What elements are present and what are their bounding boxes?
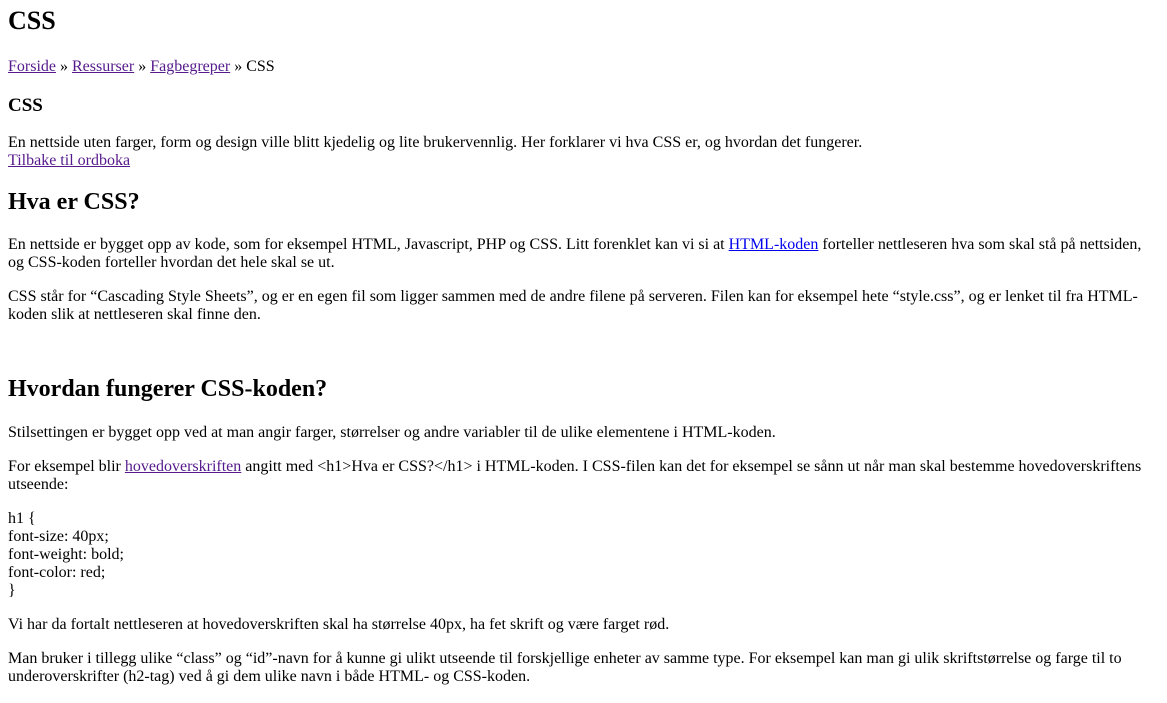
paragraph-text: En nettside er bygget opp av kode, som for eksempel HTML, Javascript, PHP og CSS. Litt forenklet kan vi si at [8, 236, 729, 253]
breadcrumb [8, 58, 1159, 76]
intro-block [8, 134, 1159, 170]
paragraph [8, 458, 1159, 494]
paragraph: Man bruker i tillegg ulike “class” og “id”-navn for å kunne gi ulikt utseende til forskjellige enheter av samme type. For eksempel kan man gi ulik skriftstørrelse og farge til to underoverskrifter (h2-tag) ved å gi dem ulike navn i både HTML- og CSS-koden. [8, 650, 1122, 685]
paragraph: Vi har da fortalt nettleseren at hovedoverskriften skal ha størrelse 40px, ha fet skrift og være farget rød. [8, 616, 670, 633]
page-content [0, 6, 1167, 686]
breadcrumb-home-link[interactable]: Forside [8, 58, 56, 75]
code-line: h1 { [8, 510, 36, 527]
paragraph: CSS står for “Cascading Style Sheets”, og er en egen fil som ligger sammen med de andre filene på serveren. Filen kan for eksempel hete “style.css”, og er lenket til fra HTML-koden slik at nettleseren skal finne den. [8, 288, 1138, 323]
breadcrumb-separator: » [56, 58, 72, 75]
back-to-dictionary-link[interactable]: Tilbake til ordboka [8, 152, 131, 169]
paragraph-text: angitt med <h1>Hva er CSS?</h1> i HTML-koden. I CSS-filen kan det for eksempel se sånn ut når man skal bestemme hovedoverskriftens utseende: [8, 458, 1142, 493]
code-line: font-weight: bold; [8, 546, 124, 563]
breadcrumb-resources-link[interactable]: Ressurser [72, 58, 135, 75]
css-code-example [8, 510, 1159, 600]
section-heading-how-css-works: Hvordan fungerer CSS-koden? [8, 376, 328, 402]
paragraph-text: forteller nettleseren hva som skal stå på nettsiden, og CSS-koden forteller hvordan det hele skal se ut. [8, 236, 1142, 271]
breadcrumb-current: CSS [246, 58, 275, 75]
code-line: font-size: 40px; [8, 528, 109, 545]
entry-title: CSS [8, 95, 43, 116]
html-code-link[interactable]: HTML-koden [728, 236, 819, 253]
paragraph: Stilsettingen er bygget opp ved at man angir farger, størrelser og andre variabler til de ulike elementene i HTML-koden. [8, 424, 776, 441]
code-line: font-color: red; [8, 564, 106, 581]
paragraph-text: For eksempel blir [8, 458, 125, 475]
section-heading-what-is-css: Hva er CSS? [8, 189, 140, 215]
breadcrumb-separator: » [230, 58, 247, 75]
breadcrumb-terms-link[interactable]: Fagbegreper [150, 58, 231, 75]
paragraph [8, 236, 1159, 272]
page-title: CSS [8, 6, 56, 35]
section-how-body [8, 424, 1159, 686]
section-what-body [8, 236, 1159, 324]
intro-text: En nettside uten farger, form og design ville blitt kjedelig og lite brukervennlig. Her forklarer vi hva CSS er, og hvordan det fungerer. [8, 134, 863, 151]
main-heading-link[interactable]: hovedoverskriften [124, 458, 242, 475]
breadcrumb-separator: » [134, 58, 151, 75]
code-line: } [8, 582, 16, 599]
